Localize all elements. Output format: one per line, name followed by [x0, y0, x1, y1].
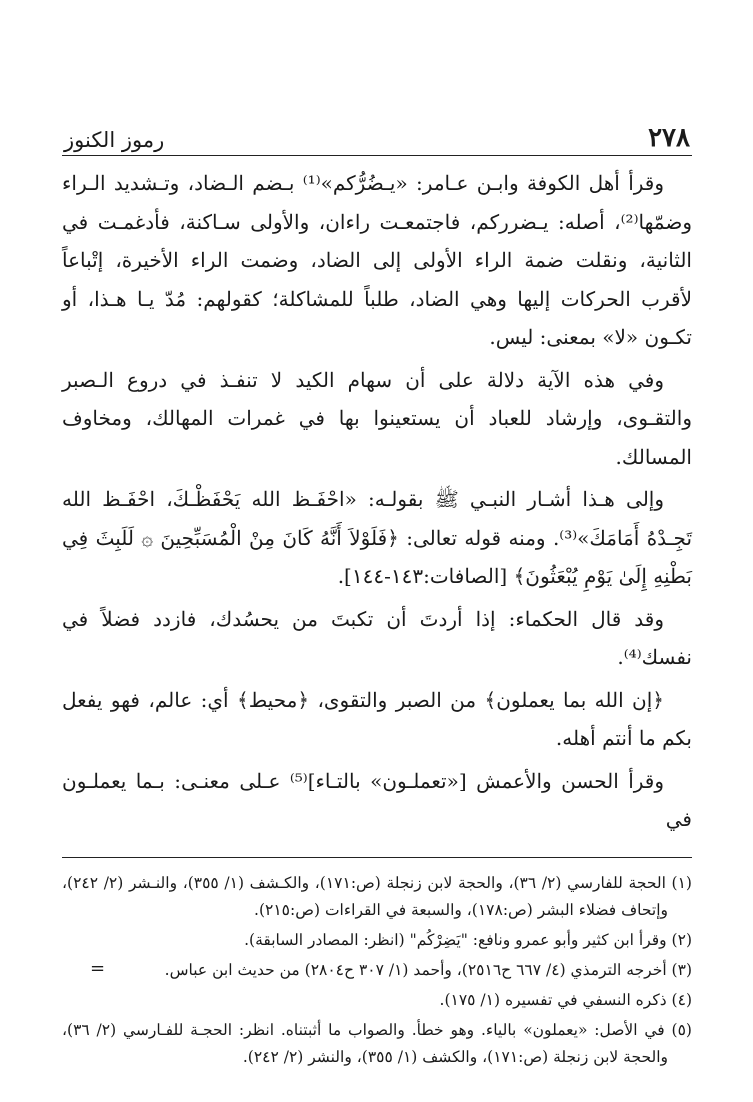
running-title: رموز الكنوز	[64, 128, 165, 152]
footnote-3: (٣) أخرجه الترمذي (٤/ ٦٦٧ ح٢٥١٦)، وأحمد (١/ ٣٠٧ ح٢٨٠٤) من حديث ابن عباس.	[164, 960, 692, 979]
footnote-1: (١) الحجة للفارسي (٢/ ٣٦)، والحجة لابن زنجلة (ص:١٧١)، والكـشف (١/ ٣٥٥)، والنـشر (٢/ ٢٤٢)، وإتحاف فضلاء البشر (ص:١٧٨)، والسبعة في القراءات (ص:٢١٥).	[62, 873, 692, 919]
paragraph-hukama: وقد قال الحكماء: إذا أردتَ أن تكبتَ من يحسُدك، فازدد فضلاً في نفسك⁽⁴⁾.	[62, 606, 692, 669]
page-header	[62, 118, 692, 156]
paragraph-ayah-significance: وفي هذه الآية دلالة على أن سهام الكيد لا تنفـذ في دروع الـصبر والتقـوى، وإرشاد للعباد أن يستعينوا بها في غمرات المهالك، ومخاوف المسالك.	[62, 367, 692, 469]
footnote-divider	[62, 857, 692, 858]
paragraph-qiraat: وقرأ أهل الكوفة وابـن عـامر: «يـضُرُّكم»⁽¹⁾ بـضم الـضاد، وتـشديد الـراء وضمّها⁽²⁾، أصله: يـضرركم، فاجتمعـت راءان، والأولى سـاكنة، فأدغمـت في الثانية، ونقلت ضمة الراء الأولى إلى الضاد، وضمت الراء الأخيرة، إتْباعاً لأقرب الحركات إليها وهي الضاد، طلباً للمشاكلة؛ كقولهم: مُدّ يـا هـذا، أو تكـون «لا» بمعنى: ليس.	[62, 171, 692, 349]
paragraph-muhit: ﴿إن الله بما يعملون﴾ من الصبر والتقوى، ﴿محيط﴾ أي: عالم، فهو يفعل بكم ما أنتم أهله.	[62, 687, 692, 750]
page-number: ٢٧٨	[648, 123, 690, 153]
paragraph-hasan-amash: وقرأ الحسن والأعمش [«تعملـون» بالتـاء]⁽⁵⁾ عـلى معنـى: بـما يعملـون في	[62, 768, 692, 831]
footnote-5: (٥) في الأصل: «يعملون» بالياء. وهو خطأ. والصواب ما أثبتناه. انظر: الحجـة للفـارسي (٢/ ٣٦)، والحجة لابن زنجلة (ص:١٧١)، والكشف (١/ ٣٥٥)، والنشر (٢/ ٢٤٢).	[62, 1020, 692, 1066]
book-page	[62, 118, 692, 1074]
footnote-4: (٤) ذكره النسفي في تفسيره (١/ ١٧٥).	[439, 990, 692, 1009]
main-text	[62, 164, 692, 839]
footnotes	[62, 870, 692, 1071]
footnote-2: (٢) وقرأ ابن كثير وأبو عمرو ونافع: "يَضِرْكُم" (انظر: المصادر السابقة).	[244, 930, 692, 949]
continuation-mark: =	[90, 958, 106, 979]
paragraph-hadith: وإلى هـذا أشـار النبـي ﷺ بقولـه: «احْفَـظ الله يَحْفَظْـكَ، احْفَـظ الله تَجِـدْهُ أَمَامَكَ»⁽³⁾. ومنه قوله تعالى: ﴿فَلَوْلاَ أَنَّهُ كَانَ مِنْ الْمُسَبِّحِينَ ۞ لَلَبِثَ فِي بَطْنِهِ إِلَىٰ يَوْمِ يُبْعَثُونَ﴾ [الصافات:١٤٣-١٤٤].	[62, 487, 693, 588]
